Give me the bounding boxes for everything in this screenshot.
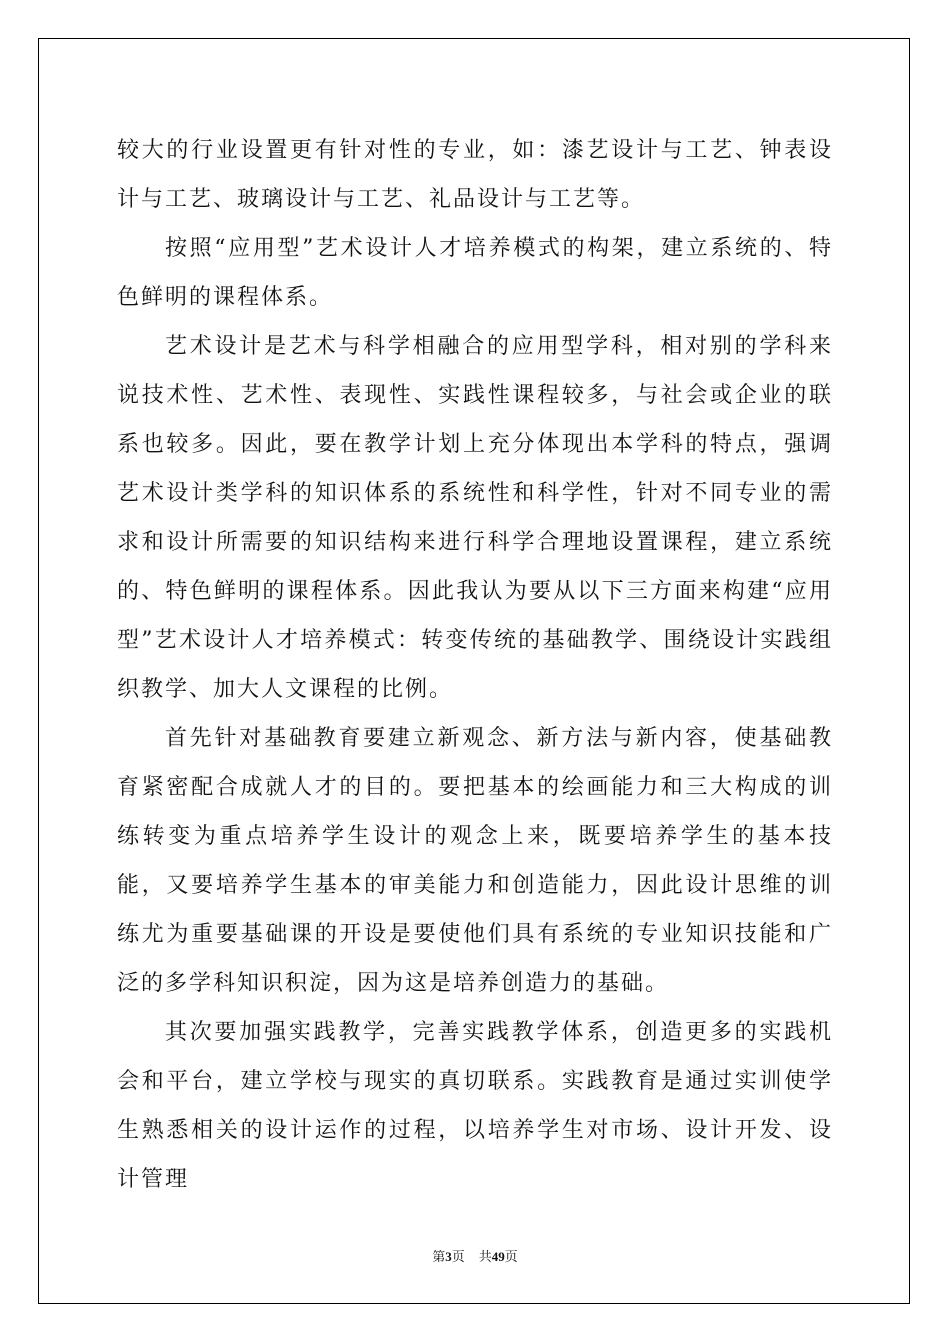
paragraph-1: 较大的行业设置更有针对性的专业，如：漆艺设计与工艺、钟表设计与工艺、玻璃设计与工艺、礼品设计与工艺等。 — [117, 138, 833, 212]
paragraph-4: 首先针对基础教育要建立新观念、新方法与新内容，使基础教育紧密配合成就人才的目的。要把基本的绘画能力和三大构成的训练转变为重点培养学生设计的观念上来，既要培养学生的基本技能，又要培养学生基本的审美能力和创造能力，因此设计思维的训练尤为重要基础课的开设是要使他们具有系统的专业知识技能和广泛的多学科知识积淀，因为这是培养创造力的基础。 — [117, 726, 833, 996]
paragraph-2: 按照“应用型”艺术设计人才培养模式的构架，建立系统的、特色鲜明的课程体系。 — [117, 236, 833, 310]
page-footer — [0, 1246, 950, 1265]
total-prefix: 共 — [478, 1250, 492, 1265]
document-body — [117, 126, 833, 1204]
page-suffix: 页 — [451, 1250, 465, 1265]
total-suffix: 页 — [504, 1250, 518, 1265]
paragraph-5: 其次要加强实践教学，完善实践教学体系，创造更多的实践机会和平台，建立学校与现实的真切联系。实践教育是通过实训使学生熟悉相关的设计运作的过程，以培养学生对市场、设计开发、设计管理 — [117, 1020, 833, 1192]
current-page-number: 3 — [445, 1249, 452, 1264]
total-pages-number: 49 — [491, 1249, 505, 1264]
page-prefix: 第 — [432, 1250, 446, 1265]
paragraph-3: 艺术设计是艺术与科学相融合的应用型学科，相对别的学科来说技术性、艺术性、表现性、实践性课程较多，与社会或企业的联系也较多。因此，要在教学计划上充分体现出本学科的特点，强调艺术设计类学科的知识体系的系统性和科学性，针对不同专业的需求和设计所需要的知识结构来进行科学合理地设置课程，建立系统的、特色鲜明的课程体系。因此我认为要从以下三方面来构建“应用型”艺术设计人才培养模式：转变传统的基础教学、围绕设计实践组织教学、加大人文课程的比例。 — [117, 334, 833, 702]
